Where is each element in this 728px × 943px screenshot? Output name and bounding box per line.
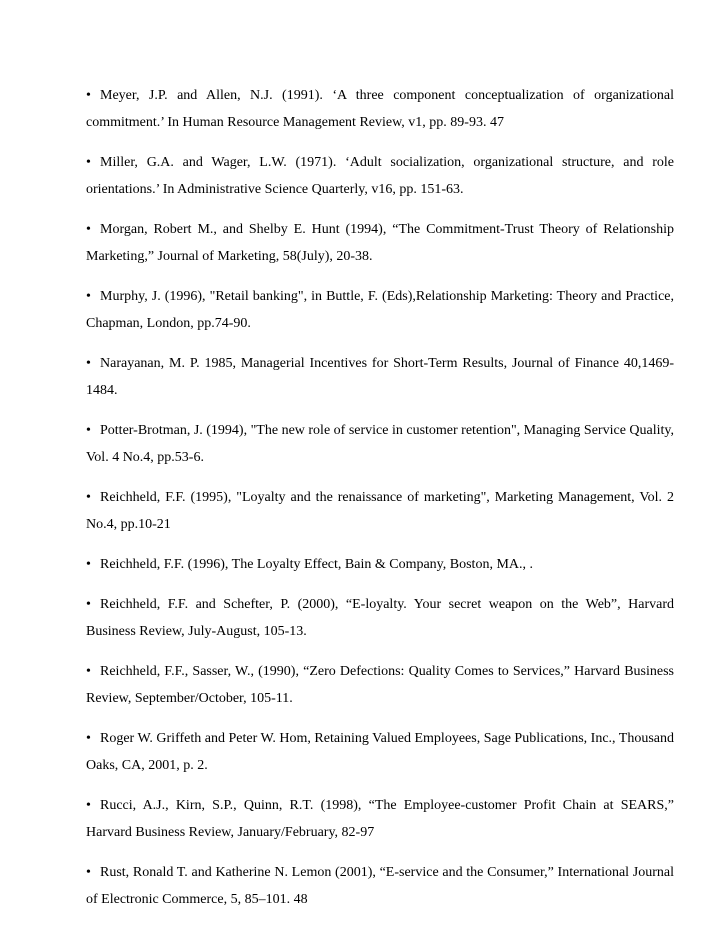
bullet: • xyxy=(86,356,91,371)
bullet: • xyxy=(86,222,91,237)
bullet: • xyxy=(86,798,91,813)
reference-text: Miller, G.A. and Wager, L.W. (1971). ‘Adult socialization, organizational structure, and role orientations.’ In Administrative Science Quarterly, v16, pp. 151-63. xyxy=(86,155,674,197)
reference-text: Murphy, J. (1996), "Retail banking", in Buttle, F. (Eds),Relationship Marketing: Theory and Practice, Chapman, London, pp.74-90. xyxy=(86,289,674,331)
reference-text: Meyer, J.P. and Allen, N.J. (1991). ‘A three component conceptualization of organizational commitment.’ In Human Resource Management Review, v1, pp. 89-93. 47 xyxy=(86,88,674,130)
reference-text: Reichheld, F.F., Sasser, W., (1990), “Zero Defections: Quality Comes to Services,” Harvard Business Review, September/October, 105-11. xyxy=(86,664,674,706)
reference-item xyxy=(86,149,674,203)
reference-text: Rust, Ronald T. and Katherine N. Lemon (2001), “E-service and the Consumer,” International Journal of Electronic Commerce, 5, 85–101. 48 xyxy=(86,865,674,907)
reference-text: Roger W. Griffeth and Peter W. Hom, Retaining Valued Employees, Sage Publications, Inc., Thousand Oaks, CA, 2001, p. 2. xyxy=(86,731,674,773)
reference-item xyxy=(86,551,674,578)
bullet: • xyxy=(86,731,91,746)
reference-item xyxy=(86,82,674,136)
bullet: • xyxy=(86,289,91,304)
reference-list xyxy=(86,82,674,926)
bullet: • xyxy=(86,557,91,572)
bullet: • xyxy=(86,88,91,103)
reference-item xyxy=(86,417,674,471)
reference-item xyxy=(86,283,674,337)
bullet: • xyxy=(86,597,91,612)
bullet: • xyxy=(86,490,91,505)
reference-text: Morgan, Robert M., and Shelby E. Hunt (1994), “The Commitment-Trust Theory of Relationship Marketing,” Journal of Marketing, 58(July), 20-38. xyxy=(86,222,674,264)
reference-text: Rucci, A.J., Kirn, S.P., Quinn, R.T. (1998), “The Employee-customer Profit Chain at SEARS,” Harvard Business Review, January/February, 82-97 xyxy=(86,798,674,840)
reference-item xyxy=(86,484,674,538)
reference-text: Reichheld, F.F. (1996), The Loyalty Effect, Bain & Company, Boston, MA., . xyxy=(100,557,534,572)
reference-text: Potter-Brotman, J. (1994), "The new role of service in customer retention", Managing Service Quality, Vol. 4 No.4, pp.53-6. xyxy=(86,423,674,465)
reference-item xyxy=(86,216,674,270)
reference-item xyxy=(86,591,674,645)
reference-item xyxy=(86,725,674,779)
reference-item xyxy=(86,859,674,913)
reference-text: Reichheld, F.F. and Schefter, P. (2000), “E-loyalty. Your secret weapon on the Web”, Harvard Business Review, July-August, 105-13. xyxy=(86,597,674,639)
bullet: • xyxy=(86,423,91,438)
reference-item xyxy=(86,792,674,846)
reference-item xyxy=(86,350,674,404)
reference-item xyxy=(86,658,674,712)
bullet: • xyxy=(86,865,91,880)
bullet: • xyxy=(86,664,91,679)
bullet: • xyxy=(86,155,91,170)
reference-text: Narayanan, M. P. 1985, Managerial Incentives for Short-Term Results, Journal of Finance 40,1469-1484. xyxy=(86,356,674,398)
reference-text: Reichheld, F.F. (1995), "Loyalty and the renaissance of marketing", Marketing Management, Vol. 2 No.4, pp.10-21 xyxy=(86,490,674,532)
